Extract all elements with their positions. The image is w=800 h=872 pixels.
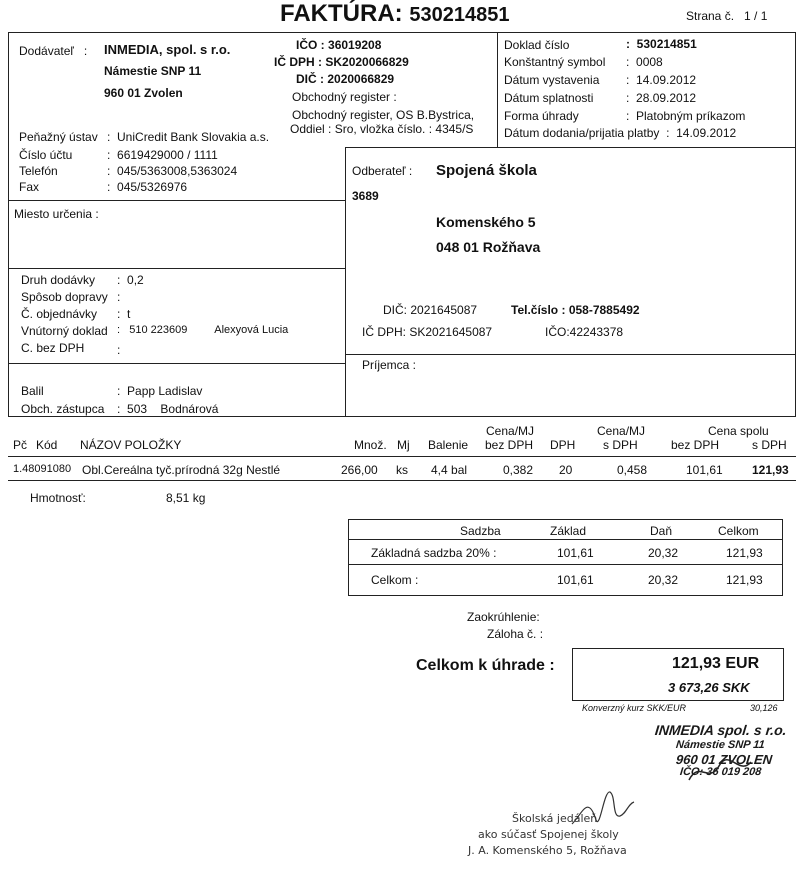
- vat-sum-tax: 20,32: [648, 573, 679, 587]
- agent-label: Obch. zástupca: [21, 402, 105, 416]
- order-value: : t: [117, 307, 131, 321]
- col-price-mj-top: Cena/MJ: [486, 424, 535, 438]
- invoice-number: 530214851: [409, 4, 510, 26]
- register-label: Obchodný register :: [292, 90, 397, 104]
- packed-label: Balil: [21, 384, 44, 398]
- weight-label: Hmotnosť:: [30, 491, 86, 505]
- const-sym-label: Konštantný symbol: [504, 55, 606, 69]
- payment-value: : Platobným príkazom: [626, 109, 746, 123]
- customer-dic: DIČ: 2021645087: [383, 303, 478, 317]
- total-label: Celkom k úhrade :: [416, 657, 555, 674]
- divider: [348, 564, 783, 565]
- supplier-street: Námestie SNP 11: [104, 64, 202, 78]
- net-label: C. bez DPH: [21, 341, 85, 355]
- stamp-line: Námestie SNP 11: [675, 739, 766, 751]
- divider: [345, 147, 796, 148]
- row-code: 1.48091080: [13, 463, 72, 475]
- stamp-line: IČO: 36 019 208: [679, 766, 762, 778]
- divider: [497, 32, 498, 147]
- customer-code: 3689: [352, 189, 379, 203]
- order-label: Č. objednávky: [21, 307, 98, 321]
- due-date: : 28.09.2012: [626, 91, 697, 105]
- col-qty: Množ.: [354, 438, 387, 452]
- customer-city: 048 01 Rožňava: [436, 239, 541, 255]
- stamp-line: 960 01 ZVOLEN: [675, 752, 773, 767]
- col-price-mj-top2: Cena/MJ: [597, 424, 646, 438]
- payment-label: Forma úhrady: [504, 109, 579, 123]
- invoice-title: [280, 0, 509, 28]
- col-pack: Balenie: [428, 438, 469, 452]
- fax-value: : 045/5326976: [107, 180, 188, 194]
- transport-label: Spôsob dopravy: [21, 290, 108, 304]
- account-label: Číslo účtu: [19, 148, 73, 162]
- weight-value: 8,51 kg: [166, 491, 206, 505]
- vat-row-label: Základná sadzba 20% :: [371, 546, 497, 560]
- bank-row: Peňažný ústav: [19, 130, 98, 144]
- row-price-net: 0,382: [503, 463, 534, 477]
- total-skk: 3 673,26 SKK: [668, 680, 750, 695]
- row-price-gross: 0,458: [617, 463, 648, 477]
- issue-label: Dátum vystavenia: [504, 73, 600, 87]
- row-qty: 266,00: [341, 463, 378, 477]
- vat-sum-total: 121,93: [726, 573, 763, 587]
- divider: [8, 480, 796, 481]
- divider: [345, 354, 796, 355]
- internal-value: : 510 223609 Alexyová Lucia: [117, 324, 289, 336]
- page-value: 1 / 1: [744, 9, 768, 23]
- rounding-label: Zaokrúhlenie:: [467, 610, 540, 624]
- col-total-gross: s DPH: [752, 438, 787, 452]
- divider: [345, 147, 346, 417]
- row-unit: ks: [396, 463, 408, 477]
- register-line-2: Oddiel : Sro, vložka číslo. : 4345/S: [290, 122, 474, 136]
- vat-header-tax: Daň: [650, 524, 673, 538]
- delivery-type: : 0,2: [117, 273, 144, 287]
- customer-street: Komenského 5: [436, 214, 536, 230]
- divider: [8, 456, 796, 457]
- phone-value: : 045/5363008,5363024: [107, 164, 238, 178]
- destination-label: Miesto určenia :: [14, 207, 99, 221]
- delivery-date: Dátum dodania/prijatia platby : 14.09.2012: [504, 126, 737, 140]
- title-label: FAKTÚRA:: [280, 0, 403, 27]
- customer-tel: Tel.číslo : 058-7885492: [511, 303, 640, 317]
- page-indicator: [686, 9, 767, 23]
- packed-value: : Papp Ladislav: [117, 384, 203, 398]
- stamp-line: INMEDIA spol. s r.o.: [654, 722, 788, 738]
- rate-value: 30,126: [750, 703, 778, 713]
- col-total-net: bez DPH: [671, 438, 720, 452]
- bank-value: : UniCredit Bank Slovakia a.s.: [107, 130, 270, 144]
- deposit-label: Záloha č. :: [487, 627, 544, 641]
- col-price-mj-net: bez DPH: [485, 438, 534, 452]
- row-total-gross: 121,93: [752, 463, 789, 477]
- vat-sum-base: 101,61: [557, 573, 594, 587]
- col-total-top: Cena spolu: [708, 424, 769, 438]
- customer-ico: IČO:42243378: [545, 325, 624, 339]
- customer-icdph: IČ DPH: SK2021645087: [362, 325, 493, 339]
- col-vat: DPH: [550, 438, 576, 452]
- vat-header-total: Celkom: [718, 524, 759, 538]
- supplier-name: INMEDIA, spol. s r.o.: [104, 42, 231, 57]
- supplier-city: 960 01 Zvolen: [104, 86, 183, 100]
- doc-no-label: Doklad číslo: [504, 38, 570, 52]
- const-sym: : 0008: [626, 55, 663, 69]
- row-pack: 4,4 bal: [431, 463, 468, 477]
- vat-header-rate: Sadzba: [460, 524, 501, 538]
- supplier-label: Dodávateľ :: [19, 44, 88, 58]
- due-label: Dátum splatnosti: [504, 91, 594, 105]
- register-line-1: Obchodný register, OS B.Bystrica,: [292, 108, 475, 122]
- agent-value: : 503 Bodnárová: [117, 402, 219, 416]
- vat-row-base: 101,61: [557, 546, 594, 560]
- total-eur: 121,93 EUR: [672, 655, 760, 672]
- delivery-type-label: Druh dodávky: [21, 273, 96, 287]
- supplier-icdph: IČ DPH : SK2020066829: [274, 55, 409, 69]
- vat-header-base: Základ: [550, 524, 587, 538]
- col-price-mj-gross: s DPH: [603, 438, 638, 452]
- recipient-stamp-line: Školská jedáleň: [512, 812, 598, 825]
- fax-label: Fax: [19, 180, 40, 194]
- customer-name: Spojená škola: [436, 162, 537, 179]
- supplier-signature: [685, 756, 755, 786]
- row-total-net: 101,61: [686, 463, 723, 477]
- recipient-stamp-line: J. A. Komenského 5, Rožňava: [468, 844, 627, 857]
- page-label: Strana č.: [686, 9, 735, 23]
- customer-label: Odberateľ :: [352, 164, 413, 178]
- recipient-signature: [568, 784, 638, 830]
- vat-sum-label: Celkom :: [371, 573, 419, 587]
- row-vat: 20: [559, 463, 573, 477]
- vat-row-total: 121,93: [726, 546, 763, 560]
- col-pc: Pč: [13, 438, 28, 452]
- supplier-dic: DIČ : 2020066829: [296, 72, 395, 86]
- recipient-stamp-line: ako súčasť Spojenej školy: [478, 828, 619, 841]
- divider: [8, 363, 345, 364]
- col-name: NÁZOV POLOŽKY: [80, 438, 182, 452]
- recipient-label: Príjemca :: [362, 358, 417, 372]
- issue-date: : 14.09.2012: [626, 73, 697, 87]
- internal-label: Vnútorný doklad: [21, 324, 108, 338]
- vat-row-tax: 20,32: [648, 546, 679, 560]
- supplier-ico: IČO : 36019208: [296, 38, 382, 52]
- account-value: : 6619429000 / 1111: [107, 148, 218, 162]
- divider: [8, 200, 345, 201]
- doc-no: : 530214851: [626, 37, 697, 51]
- col-code: Kód: [36, 438, 58, 452]
- rate-label: Konverzný kurz SKK/EUR: [582, 703, 687, 713]
- divider: [348, 539, 783, 540]
- col-unit: Mj: [397, 438, 410, 452]
- phone-label: Telefón: [19, 164, 58, 178]
- net-value: :: [117, 343, 121, 357]
- transport-value: :: [117, 290, 121, 304]
- row-name: Obl.Cereálna tyč.prírodná 32g Nestlé: [82, 463, 281, 477]
- divider: [8, 268, 345, 269]
